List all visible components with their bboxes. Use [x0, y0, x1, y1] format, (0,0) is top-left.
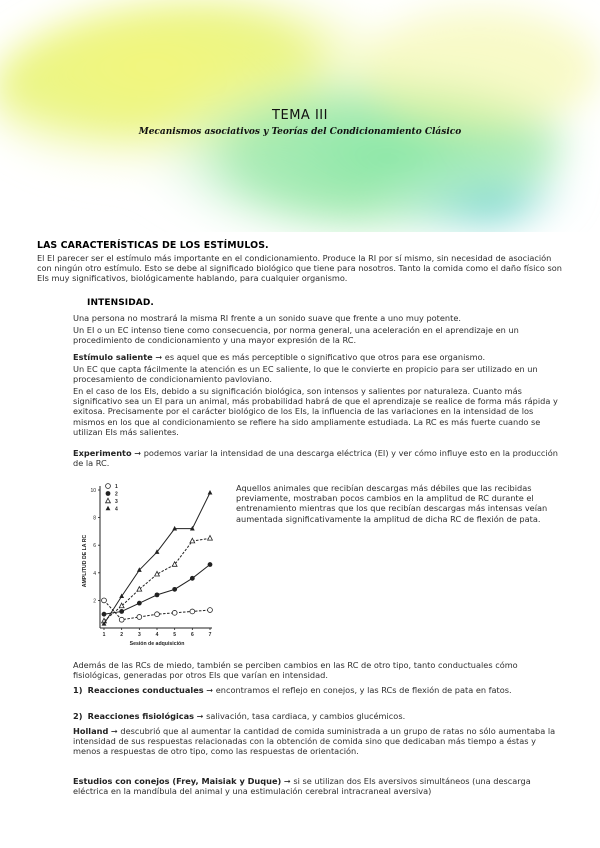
arrow-icon: ➞: [196, 711, 204, 721]
series-2-point: [137, 601, 142, 606]
legend-marker-2: [106, 491, 111, 496]
holland-paragraph: [73, 726, 563, 757]
x-tick-label: 1: [102, 632, 106, 638]
series-2-point: [155, 592, 160, 597]
series-4-point: [208, 490, 213, 495]
estudios-text: si se utilizan dos EIs aversivos simultáneos (una descarga eléctrica en la mandíbula del animal y una estimulación cerebral intracraneal aversiva): [73, 776, 531, 797]
header-banner: [0, 0, 600, 232]
series-1-point: [137, 615, 142, 620]
series-2-point: [119, 609, 124, 614]
legend-marker-3: [106, 498, 111, 503]
intensidad-heading: INTENSIDAD.: [87, 298, 154, 308]
list-item-number: 1): [73, 685, 83, 695]
series-line-4: [104, 493, 210, 624]
legend-label: 3: [115, 499, 118, 505]
page-subtitle: Mecanismos asociativos y Teorías del Condicionamiento Clásico: [138, 127, 462, 137]
list-item-text: encontramos el reflejo en conejos, y las RCs de flexión de pata en fatos.: [215, 685, 512, 695]
y-tick-label: 4: [93, 570, 96, 577]
x-tick-label: 3: [137, 632, 141, 638]
series-2-point: [172, 587, 177, 592]
legend-label: 2: [115, 491, 118, 498]
x-axis-label: Sesión de adquisición: [129, 641, 185, 647]
list-item-label: Reacciones conductuales: [87, 685, 204, 695]
x-tick-label: 7: [208, 632, 212, 638]
list-item-number: 2): [73, 711, 83, 721]
intensidad-p3: Un EC que capta fácilmente la atención es un EC saliente, lo que le convierte en propicio para ser utilizado en un procesamiento de condicionamiento pavloviano.: [73, 364, 538, 385]
saliente-paragraph: [73, 352, 563, 362]
figure-description: Aquellos animales que recibían descargas más débiles que las recibidas previamente, mostraban pocos cambios en la amplitud de RC durante el entrenamiento mientras que los que recibían descargas más intensas veían aumentada significativamente la amplitud de dicha RC de flexión de pata.: [236, 483, 548, 524]
legend-marker-1: [106, 484, 111, 489]
intro-paragraph: El El parecer ser el estímulo más importante en el condicionamiento. Produce la RI por sí mismo, sin necesidad de asociación con ningún otro estímulo. Esto se debe al significado biológico que tiene para nosotros. Tanto la comida como el daño físico son EIs muy significativos, biológicamente hablando, para cualquier organismo.: [37, 253, 562, 284]
series-1-point: [119, 617, 124, 622]
series-1-point: [155, 612, 160, 617]
y-tick-label: 10: [90, 488, 96, 494]
x-tick-label: 5: [173, 632, 177, 638]
intensidad-p2: Un EI o un EC intenso tiene como consecuencia, por norma general, una aceleración en el aprendizaje en un procedimiento de condicionamiento y una mayor expresión de la RC.: [73, 325, 519, 346]
x-tick-label: 4: [155, 632, 159, 638]
list-item-1: [73, 685, 563, 695]
series-1-point: [208, 608, 213, 613]
experimento-label: Experimento: [73, 448, 132, 458]
series-3-point: [208, 536, 213, 541]
holland-text: descubrió que al aumentar la cantidad de comida suministrada a un grupo de ratas no sólo aumentaba la intensidad de sus respuestas relacionadas con la obtención de comida sino que dedicaban más tiempo a éstas y menos a respuestas de otro tipo, como las respuestas de orientación.: [73, 726, 556, 757]
estudios-paragraph: [73, 776, 563, 796]
experimento-paragraph: [73, 448, 561, 468]
section-heading: LAS CARACTERÍSTICAS DE LOS ESTÍMULOS.: [37, 240, 269, 251]
page-title: TEMA III: [272, 108, 328, 123]
legend-label: 4: [115, 506, 118, 513]
series-2-point: [208, 562, 213, 567]
saliente-label: Estímulo saliente: [73, 352, 153, 362]
list-item-label: Reacciones fisiológicas: [87, 711, 195, 721]
holland-label: Holland: [73, 726, 109, 736]
x-tick-label: 2: [120, 632, 124, 638]
acquisition-chart: [80, 478, 225, 650]
y-tick-label: 8: [93, 515, 96, 522]
intensidad-p4: En el caso de los EIs, debido a su significación biológica, son intensos y salientes por naturaleza. Cuanto más significativo sea un EI para un animal, más probabilidad habrá de que el aprendizaje se realice de forma más rápida y exitosa. Precisamente por el carácter biológico de los EIs, la influencia de las variaciones en la intensidad de los mismos en los que al condicionamiento se refiere ha sido ampliamente estudiada. La RC es más fuerte cuando se utilizan EIs más salientes.: [73, 386, 558, 437]
list-item-text: salivación, tasa cardiaca, y cambios glucémicos.: [206, 711, 406, 721]
estudios-label: Estudios con conejos (Frey, Maisiak y Duque): [73, 776, 282, 786]
intensidad-p1: Una persona no mostrará la misma RI frente a un sonido suave que frente a uno muy potente.: [73, 313, 461, 323]
experimento-text: podemos variar la intensidad de una descarga eléctrica (EI) y ver cómo influye esto en la producción de la RC.: [73, 448, 558, 469]
list-item-2: [73, 711, 563, 721]
arrow-icon: ➞: [206, 685, 214, 695]
y-tick-label: 6: [93, 543, 96, 550]
legend-marker-4: [106, 506, 111, 511]
x-tick-label: 6: [190, 632, 194, 638]
series-1-point: [172, 610, 177, 615]
arrow-icon: ➞: [110, 726, 118, 736]
series-1-point: [102, 598, 107, 603]
arrow-icon: ➞: [283, 776, 291, 786]
arrow-icon: ➞: [134, 448, 142, 458]
series-2-point: [190, 576, 195, 581]
arrow-icon: ➞: [155, 352, 163, 362]
y-tick-label: 2: [93, 598, 96, 605]
series-1-point: [190, 609, 195, 614]
legend-label: 1: [115, 484, 118, 490]
y-axis-label: AMPLITUD DE LA RC: [82, 534, 88, 588]
section2-intro: Además de las RCs de miedo, también se perciben cambios en las RC de otro tipo, tanto conductuales cómo fisiológicas, generadas por otros EIs que varían en intensidad.: [73, 660, 518, 681]
series-2-point: [102, 612, 107, 617]
saliente-text: es aquel que es más perceptible o significativo que otros para ese organismo.: [164, 352, 486, 362]
series-3-point: [137, 587, 142, 592]
